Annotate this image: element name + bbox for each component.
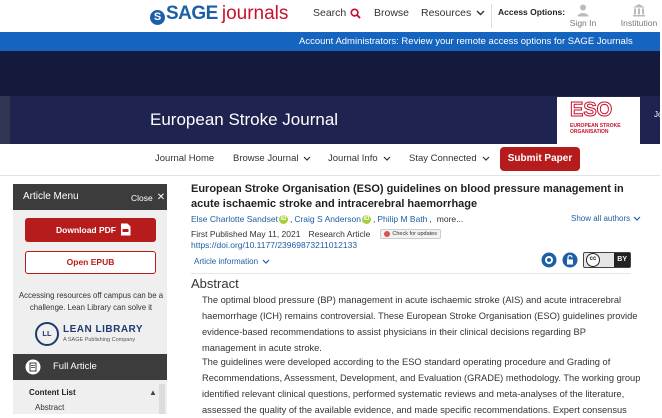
- chevron-down-icon: [476, 10, 485, 16]
- article-type: Research Article: [308, 229, 371, 239]
- nav-search-label: Search: [313, 7, 347, 19]
- journal-info-label: Journal Info: [328, 153, 378, 164]
- journal-home-link[interactable]: [155, 153, 214, 164]
- lean-library-subtitle: A SAGE Publishing Company: [63, 337, 136, 343]
- nav-browse[interactable]: Browse: [374, 7, 410, 19]
- article-menu-title: Article Menu: [23, 191, 79, 202]
- hero-strip: [0, 96, 10, 144]
- doi-link[interactable]: https://doi.org/10.1177/23969873211012133: [191, 240, 358, 250]
- check-for-updates-button[interactable]: [380, 229, 441, 239]
- orcid-icon[interactable]: iD: [363, 215, 370, 222]
- chevron-down-icon: [383, 156, 391, 161]
- author-link[interactable]: Craig S Anderson: [294, 214, 361, 224]
- full-article-tab[interactable]: [13, 354, 167, 380]
- nav-resources-label: Resources: [421, 7, 472, 19]
- show-all-authors-label: Show all authors: [571, 214, 631, 223]
- hero-image-band: [0, 51, 660, 96]
- hero-right-text: Jo: [654, 110, 662, 119]
- abstract-paragraph-1: The optimal blood pressure (BP) management in acute ischaemic stroke (AIS) and acute intracerebral haemorrhage (ICH) remains controversial. These European Stroke Organisation (ESO) guidelines provide evidence-based recommendations to assist physicians in their clinical decisions regarding BP management in acute stroke.: [202, 295, 638, 353]
- access-options-label: Access Options:: [498, 7, 566, 17]
- journal-home-label: Journal Home: [155, 153, 215, 164]
- admin-banner[interactable]: [0, 32, 660, 51]
- lean-library-promo: Accessing resources off campus can be a challenge. Lean Library can solve it: [18, 291, 164, 312]
- first-published-date: First Published May 11, 2021: [191, 229, 301, 239]
- admin-banner-text[interactable]: Account Administrators: Review your remote access options for SAGE Journals: [299, 36, 633, 47]
- show-all-authors-toggle[interactable]: [571, 214, 641, 223]
- browse-journal-menu[interactable]: [233, 153, 311, 164]
- author-link[interactable]: Philip M Bath: [377, 214, 428, 224]
- creative-commons-license-badge[interactable]: [583, 252, 631, 268]
- abstract-heading: Abstract: [191, 276, 239, 291]
- orcid-icon[interactable]: iD: [280, 215, 287, 222]
- journal-info-menu[interactable]: [328, 153, 391, 164]
- chevron-up-icon[interactable]: ▲: [149, 388, 157, 397]
- article-badges: [541, 252, 631, 268]
- close-icon: ✕: [156, 192, 166, 203]
- close-label: Close: [131, 192, 153, 203]
- search-icon: [350, 8, 361, 19]
- chevron-down-icon: [633, 216, 641, 221]
- institution-button[interactable]: [617, 3, 661, 28]
- chevron-down-icon: [303, 156, 311, 161]
- content-list-heading[interactable]: Content List: [29, 388, 76, 397]
- logo-sage-text: SAGE: [166, 3, 218, 24]
- author-link[interactable]: Else Charlotte Sandset: [191, 214, 278, 224]
- abstract-divider: [191, 273, 631, 274]
- institution-icon: [632, 3, 646, 17]
- article-information-label: Article information: [194, 257, 259, 266]
- article-title: European Stroke Organisation (ESO) guidelines on blood pressure management in acute ischaemic stroke and intracerebral haemorrhage: [191, 183, 624, 210]
- publication-info: [191, 229, 441, 239]
- eso-logo-subtitle: [570, 123, 621, 135]
- lean-library-name: LEAN LIBRARY: [63, 324, 144, 335]
- download-pdf-label: Download PDF: [56, 225, 116, 235]
- sage-logo-icon: S: [150, 10, 165, 25]
- institution-label: Institution: [620, 18, 658, 28]
- content-list-item-abstract[interactable]: Abstract: [35, 403, 65, 412]
- author-separator: ,: [372, 214, 376, 224]
- sign-in-label: Sign In: [569, 18, 597, 28]
- content-list-scrollbar[interactable]: [159, 384, 165, 414]
- article-icon: [25, 359, 41, 375]
- open-epub-button[interactable]: Open EPUB: [25, 251, 156, 274]
- journal-nav: [0, 144, 660, 176]
- more-authors-link[interactable]: more...: [436, 214, 464, 224]
- nav-search[interactable]: [313, 7, 361, 19]
- close-menu-button[interactable]: [131, 192, 165, 203]
- check-for-updates-label: Check for updates: [392, 231, 437, 237]
- lean-library-logo[interactable]: [35, 322, 147, 346]
- eso-sub-line1: EUROPEAN STROKE: [570, 123, 621, 129]
- sage-journals-logo[interactable]: [150, 3, 288, 25]
- stay-connected-menu[interactable]: [409, 153, 490, 164]
- author-separator: ,: [429, 214, 432, 224]
- altmetric-icon[interactable]: [541, 252, 557, 268]
- logo-journals-text: journals: [221, 3, 289, 24]
- chevron-down-icon: [482, 156, 490, 161]
- hero-right-edge: [640, 96, 660, 144]
- download-pdf-button[interactable]: [25, 218, 156, 242]
- article-menu-header: [13, 184, 167, 210]
- eso-logo-letters: ESO: [570, 99, 613, 121]
- article-menu-panel: [13, 184, 167, 414]
- abstract-paragraph-2: The guidelines were developed according to the ESO standard operating procedure and Grading of Recommendations, Assessment, Development, and Evaluation (GRADE) methodology. The working group identified relevant clinical questions, performed systematic reviews and meta-analyses of the literature, assessed the quality of the available evidence, and made specific recommendations. Expert consensus: [202, 357, 641, 415]
- journal-title[interactable]: European Stroke Journal: [150, 110, 339, 129]
- nav-resources[interactable]: [421, 7, 485, 19]
- open-access-lock-icon[interactable]: [562, 252, 578, 268]
- author-separator: ,: [289, 214, 293, 224]
- author-list: [191, 214, 463, 224]
- cc-icon: cc: [586, 253, 600, 267]
- sign-in-button[interactable]: [567, 3, 599, 28]
- eso-sub-line2: ORGANISATION: [570, 129, 609, 135]
- article-information-toggle[interactable]: [194, 257, 270, 266]
- pdf-icon: [120, 223, 131, 236]
- lean-library-icon: LL: [35, 322, 59, 346]
- full-article-label: Full Article: [53, 361, 97, 372]
- stay-connected-label: Stay Connected: [409, 153, 477, 164]
- eso-logo: [557, 97, 640, 144]
- top-bar: [0, 0, 660, 32]
- header-divider: [491, 4, 492, 28]
- cc-by-label: BY: [614, 253, 630, 267]
- crossmark-icon: [384, 231, 390, 237]
- chevron-down-icon: [262, 259, 270, 264]
- user-icon: [576, 3, 590, 17]
- browse-journal-label: Browse Journal: [233, 153, 299, 164]
- submit-paper-button[interactable]: Submit Paper: [500, 147, 580, 171]
